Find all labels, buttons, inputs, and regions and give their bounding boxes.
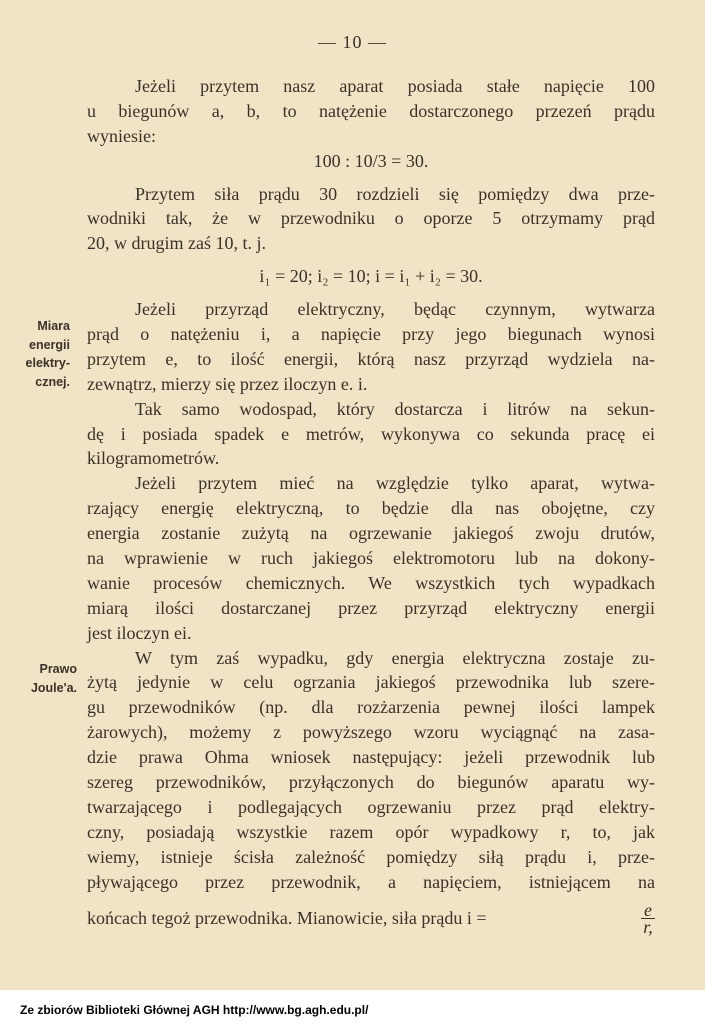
paragraph-3	[87, 297, 655, 397]
text-line: jest iloczyn ei.	[87, 622, 192, 643]
text-line: żytą jedynie w celu ogrzania jakiegoś przewodnika lub szere-	[87, 672, 655, 693]
final-line-with-formula	[87, 899, 655, 939]
text-line: dę i posiada spadek e metrów, wykonywa co sekunda pracę ei	[87, 423, 655, 444]
text-line: Tak samo wodospad, który dostarcza i litrów na sekun-	[135, 398, 655, 419]
text-line: miarą ilości dostarczanej przez przyrząd elektryczny energii	[87, 597, 655, 618]
text-line: na wprawienie w ruch jakiegoś elektromotoru lub na dokony-	[87, 548, 655, 569]
text-line: rzający energię elektryczną, to będzie dla nas obojętne, czy	[87, 498, 655, 519]
text-line: Przytem siła prądu 30 rozdzieli się pomiędzy dwa prze-	[135, 183, 655, 204]
margin-note-line: elektry-	[25, 356, 70, 370]
fraction-numerator: e	[641, 902, 655, 919]
equation-1: 100 : 10/3 = 30.	[313, 150, 429, 171]
text-line: Jeżeli przyrząd elektryczny, będąc czynnym, wytwarza	[135, 299, 655, 320]
text-line: energia zostanie zużytą na ogrzewanie jakiegoś zwoju drutów,	[87, 523, 655, 544]
text-line: wodniki tak, że w przewodniku o oporze 5 otrzymamy prąd	[87, 208, 655, 229]
margin-note-line: Joule'a.	[30, 680, 77, 695]
paragraph-2	[87, 182, 655, 257]
margin-note-line: Miara	[37, 319, 70, 333]
text-line: u biegunów a, b, to natężenie dostarczonego przezeń prądu	[87, 100, 655, 121]
text-line: gu przewodników (np. dla rozżarzenia pewnej ilości lampek	[87, 697, 655, 718]
margin-note-line: cznej.	[35, 374, 70, 389]
margin-note-prawo-joulea	[8, 660, 77, 697]
page-number: — 10 —	[318, 32, 387, 52]
text-line: twarzającego i podlegających ogrzewaniu przez prąd elektry-	[87, 796, 655, 817]
paragraph-5	[87, 471, 655, 645]
equation-2: i₁ = 20; i₂ = 10; i = i₁ + i₂ = 30.	[259, 266, 483, 287]
text-line: pływającego przez przewodnik, a napięciem, istniejącem na	[87, 871, 655, 892]
text-line: żarowych), możemy z powyższego wzoru wyciągnąć na zasa-	[87, 722, 655, 743]
library-footer: Ze zbiorów Biblioteki Głównej AGH http://www.bg.agh.edu.pl/	[20, 1003, 369, 1017]
fraction-denominator: r,	[643, 917, 653, 937]
text-line: wiemy, istnieje ścisła zależność pomiędzy siłą prądu i, prze-	[87, 846, 655, 867]
text-line: czny, posiadają wszystkie razem opór wypadkowy r, to, jak	[87, 821, 655, 842]
paragraph-1	[87, 74, 655, 149]
margin-note-miara-energii	[8, 317, 70, 391]
text-line: przytem e, to ilość energii, którą nasz przyrząd wydziela na-	[87, 348, 655, 369]
text-line: kilogramometrów.	[87, 448, 220, 469]
text-line: Jeżeli przytem nasz aparat posiada stałe napięcie 100	[135, 76, 655, 96]
text-line: W tym zaś wypadku, gdy energia elektryczna zostaje zu-	[135, 647, 655, 668]
text-line: Jeżeli przytem mieć na względzie tylko aparat, wytwa-	[135, 473, 655, 494]
body-text	[87, 74, 655, 939]
paragraph-4	[87, 397, 655, 472]
text-line: końcach tegoż przewodnika. Mianowicie, siła prądu i =	[87, 908, 487, 929]
text-line: 20, w drugim zaś 10, t. j.	[87, 233, 266, 254]
fraction-e-over-r	[641, 902, 655, 935]
paragraph-6	[87, 646, 655, 895]
margin-note-line: energii	[29, 337, 70, 352]
text-line: wanie procesów chemicznych. We wszystkich tych wypadkach	[87, 572, 655, 593]
text-line: zewnątrz, mierzy się przez iloczyn e. i.	[87, 373, 368, 394]
text-line: prąd o natężeniu i, a napięcie przy jego biegunach wynosi	[87, 324, 655, 345]
text-line: szereg przewodników, przyłączonych do biegunów aparatu wy-	[87, 772, 655, 793]
margin-note-line: Prawo	[39, 662, 77, 676]
text-line: wyniesie:	[87, 125, 156, 146]
text-line: dzie prawa Ohma wniosek następujący: jeżeli przewodnik lub	[87, 747, 655, 768]
